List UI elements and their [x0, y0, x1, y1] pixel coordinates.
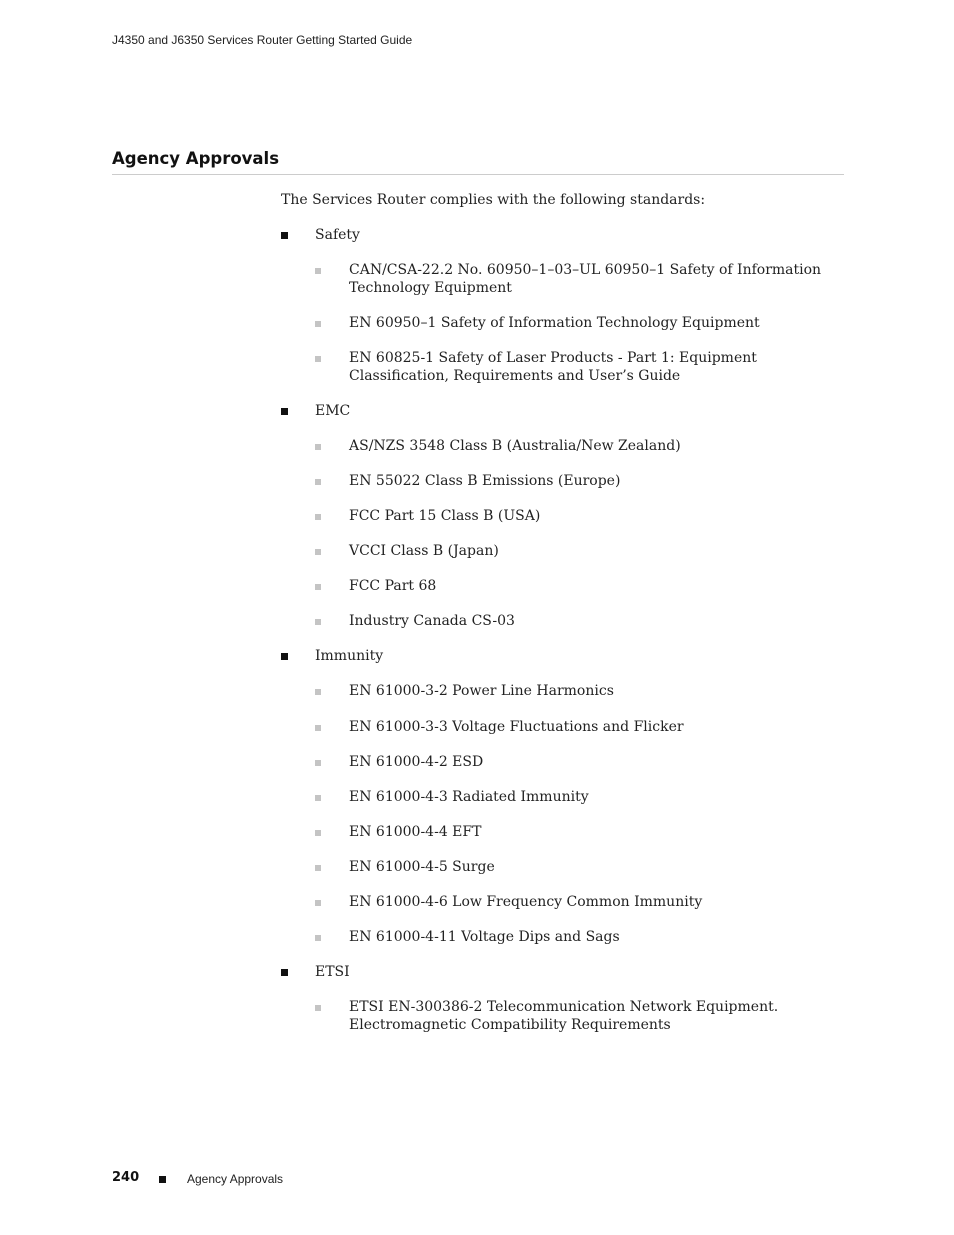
sub-list-item-text: EN 61000-4-5 Surge — [349, 859, 495, 875]
list-item-label: EMC — [315, 403, 351, 419]
section-title: Agency Approvals — [112, 149, 280, 168]
square-bullet-icon — [315, 549, 321, 555]
square-bullet-icon — [315, 935, 321, 941]
sub-list-item — [315, 437, 845, 455]
sub-list-item — [315, 928, 845, 946]
sub-list-item-text: AS/NZS 3548 Class B (Australia/New Zealand) — [349, 438, 681, 454]
list-item-emc — [281, 402, 350, 420]
sub-list-item-text: EN 61000-3-3 Voltage Fluctuations and Flicker — [349, 719, 684, 735]
sub-list-item-text: EN 55022 Class B Emissions (Europe) — [349, 473, 621, 489]
sub-list-item — [315, 542, 845, 560]
footer-section-label: Agency Approvals — [187, 1172, 284, 1186]
square-bullet-icon — [281, 653, 288, 660]
sub-list-item-text: EN 61000-4-3 Radiated Immunity — [349, 789, 589, 805]
square-bullet-icon — [315, 760, 321, 766]
sub-list-item — [315, 507, 845, 525]
sub-list-item — [315, 893, 845, 911]
list-item-immunity — [281, 647, 383, 665]
square-bullet-icon — [315, 830, 321, 836]
sub-list-item-text: EN 60950–1 Safety of Information Technology Equipment — [349, 315, 760, 331]
sub-list-item-text: EN 61000-4-4 EFT — [349, 824, 482, 840]
sub-list-item — [315, 314, 845, 332]
square-bullet-icon — [315, 356, 321, 362]
sub-list-item-text: CAN/CSA-22.2 No. 60950–1–03–UL 60950–1 Safety of Information Technology Equipment — [349, 262, 822, 296]
sub-list-item-text: FCC Part 68 — [349, 578, 437, 594]
square-bullet-icon — [315, 865, 321, 871]
square-bullet-icon — [159, 1176, 166, 1183]
sub-list-item-text: EN 61000-3-2 Power Line Harmonics — [349, 683, 614, 699]
sub-list-item — [315, 858, 845, 876]
sub-list-item — [315, 349, 845, 385]
sub-list-item-text: Industry Canada CS-03 — [349, 613, 515, 629]
sub-list-item-text: EN 61000-4-11 Voltage Dips and Sags — [349, 929, 620, 945]
sub-list-item — [315, 753, 845, 771]
sub-list-item — [315, 612, 845, 630]
list-item-label: Safety — [315, 227, 360, 243]
list-item-safety — [281, 226, 360, 244]
square-bullet-icon — [315, 479, 321, 485]
sub-list-item — [315, 998, 845, 1034]
square-bullet-icon — [315, 1005, 321, 1011]
title-divider — [112, 174, 844, 175]
sub-list-item — [315, 577, 845, 595]
sub-list-item — [315, 261, 845, 297]
square-bullet-icon — [281, 969, 288, 976]
sub-list-item-text: ETSI EN-300386-2 Telecommunication Network Equipment. Electromagnetic Compatibility Requirements — [349, 999, 779, 1033]
square-bullet-icon — [281, 232, 288, 239]
list-item-etsi — [281, 963, 350, 981]
sub-list-item-text: FCC Part 15 Class B (USA) — [349, 508, 541, 524]
intro-paragraph: The Services Router complies with the following standards: — [281, 192, 706, 208]
sub-list-item-text: EN 61000-4-2 ESD — [349, 754, 484, 770]
list-item-label: ETSI — [315, 964, 350, 980]
sub-list-item — [315, 472, 845, 490]
square-bullet-icon — [315, 725, 321, 731]
square-bullet-icon — [315, 444, 321, 450]
square-bullet-icon — [315, 321, 321, 327]
square-bullet-icon — [315, 689, 321, 695]
page-number: 240 — [112, 1170, 140, 1185]
square-bullet-icon — [315, 900, 321, 906]
sub-list-item — [315, 682, 845, 700]
sub-list-item-text: EN 61000-4-6 Low Frequency Common Immunity — [349, 894, 703, 910]
square-bullet-icon — [315, 514, 321, 520]
sub-list-item-text: VCCI Class B (Japan) — [349, 543, 499, 559]
square-bullet-icon — [315, 584, 321, 590]
sub-list-item — [315, 718, 845, 736]
sub-list-item — [315, 788, 845, 806]
list-item-label: Immunity — [315, 648, 384, 664]
square-bullet-icon — [281, 408, 288, 415]
square-bullet-icon — [315, 619, 321, 625]
sub-list-item-text: EN 60825-1 Safety of Laser Products - Part 1: Equipment Classification, Requirements and User’s Guide — [349, 350, 757, 384]
sub-list-item — [315, 823, 845, 841]
square-bullet-icon — [315, 795, 321, 801]
running-header: J4350 and J6350 Services Router Getting Started Guide — [112, 33, 413, 47]
square-bullet-icon — [315, 268, 321, 274]
